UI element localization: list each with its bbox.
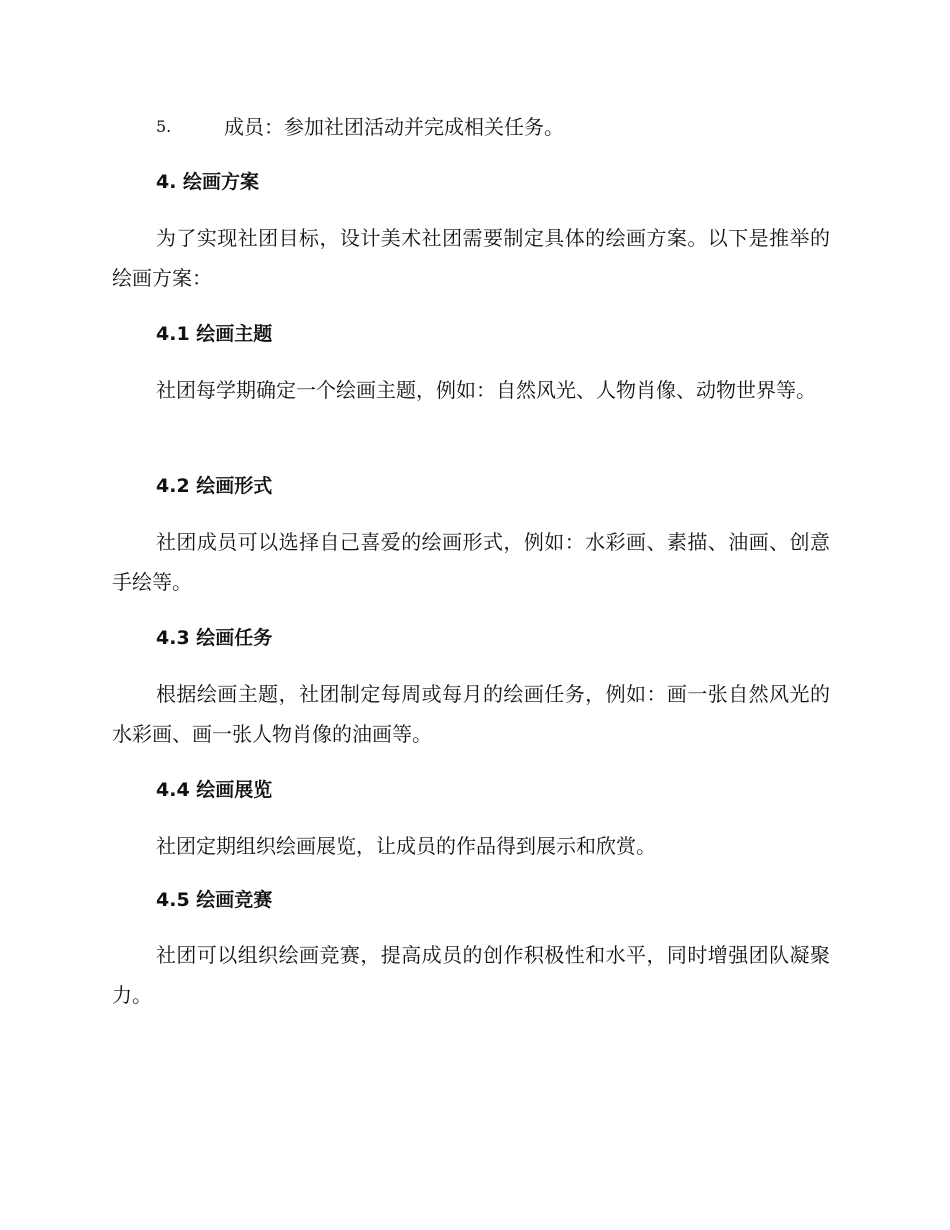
subsection-body-4-4: 社团定期组织绘画展览，让成员的作品得到展示和欣赏。 <box>156 834 656 858</box>
subsection-body-4-5: 社团可以组织绘画竞赛，提高成员的创作积极性和水平，同时增强团队凝聚力。 <box>112 943 830 1007</box>
subsection-body-4-3: 根据绘画主题，社团制定每周或每月的绘画任务，例如：画一张自然风光的水彩画、画一张人物肖像的油画等。 <box>112 682 830 746</box>
subsection-body-4-1: 社团每学期确定一个绘画主题，例如：自然风光、人物肖像、动物世界等。 <box>156 378 816 402</box>
list-item-number: 5. <box>156 117 172 136</box>
subsection-heading-4-3: 4.3 绘画任务 <box>156 627 273 649</box>
list-item-text: 成员：参加社团活动并完成相关任务。 <box>224 115 564 139</box>
subsection-heading-4-4: 4.4 绘画展览 <box>156 779 273 801</box>
section-heading: 4. 绘画方案 <box>156 171 260 193</box>
section-intro-paragraph: 为了实现社团目标，设计美术社团需要制定具体的绘画方案。以下是推举的绘画方案： <box>112 226 830 290</box>
subsection-heading-4-2: 4.2 绘画形式 <box>156 475 273 497</box>
subsection-body-4-2: 社团成员可以选择自己喜爱的绘画形式，例如：水彩画、素描、油画、创意手绘等。 <box>112 530 830 594</box>
subsection-heading-4-1: 4.1 绘画主题 <box>156 323 273 345</box>
subsection-heading-4-5: 4.5 绘画竞赛 <box>156 889 273 911</box>
